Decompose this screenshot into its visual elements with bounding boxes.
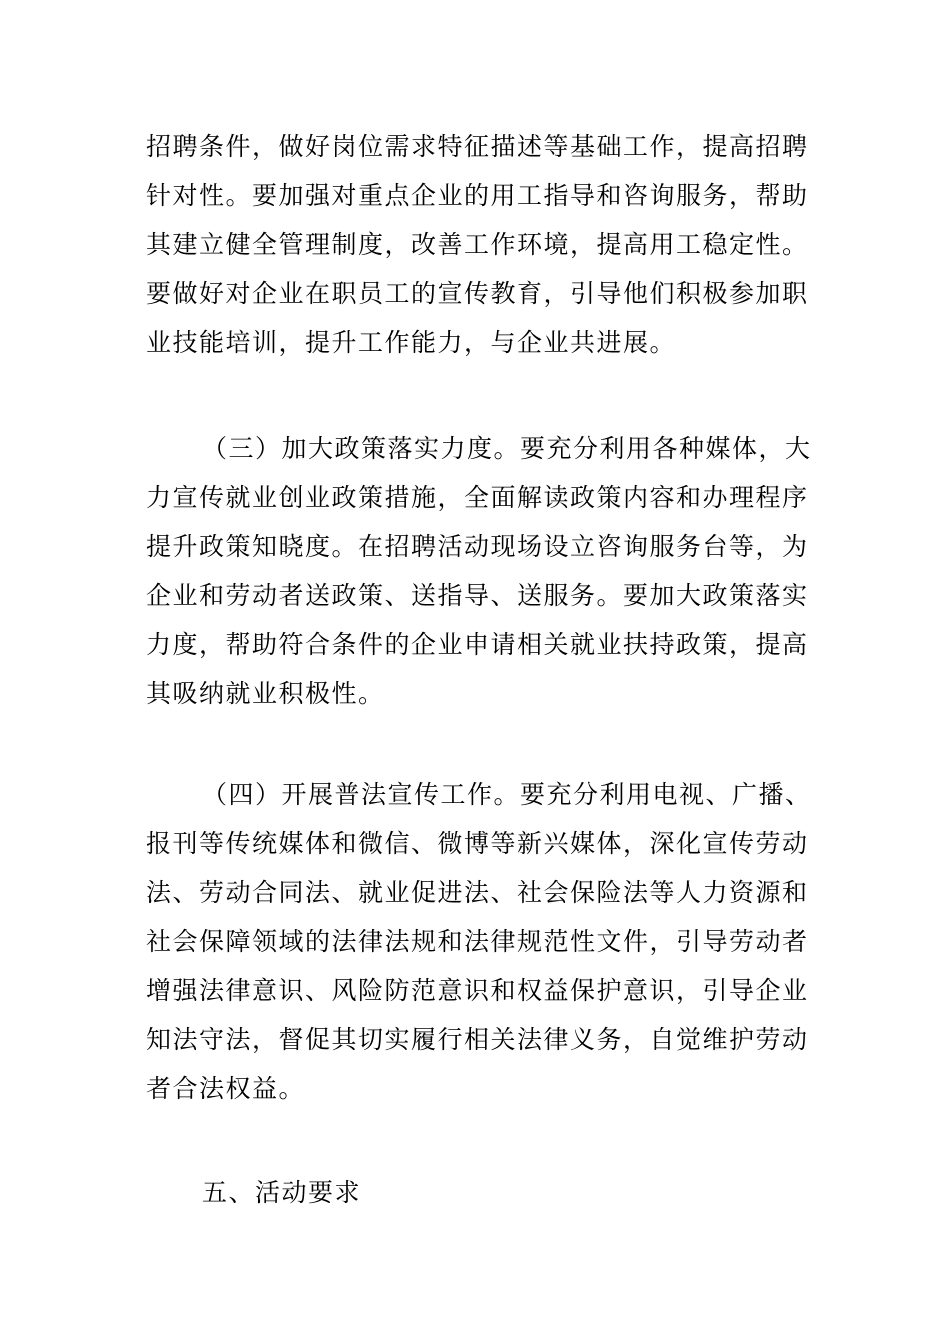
text-line: 知法守法，督促其切实履行相关法律义务，自觉维护劳动 (146, 1025, 809, 1054)
text-line: 力宣传就业创业政策措施，全面解读政策内容和办理程序 (146, 483, 809, 512)
text-line: 其吸纳就业积极性。 (146, 679, 385, 708)
text-line: （四）开展普法宣传工作。要充分利用电视、广播、 (202, 780, 812, 809)
paragraph-recruitment-guidance (146, 122, 816, 367)
section-heading-text: 五、活动要求 (202, 1178, 362, 1207)
text-line: 企业和劳动者送政策、送指导、送服务。要加大政策落实 (146, 581, 809, 610)
section-heading (146, 1168, 816, 1217)
text-line: 力度，帮助符合条件的企业申请相关就业扶持政策，提高 (146, 630, 809, 659)
text-line: 业技能培训，提升工作能力，与企业共进展。 (146, 328, 677, 357)
text-line: 招聘条件，做好岗位需求特征描述等基础工作，提高招聘 (146, 132, 809, 161)
text-line: 针对性。要加强对重点企业的用工指导和咨询服务，帮助 (146, 181, 809, 210)
text-line: 要做好对企业在职员工的宣传教育，引导他们积极参加职 (146, 279, 809, 308)
text-line: 其建立健全管理制度，改善工作环境，提高用工稳定性。 (146, 230, 809, 259)
text-line: 法、劳动合同法、就业促进法、社会保险法等人力资源和 (146, 878, 809, 907)
text-line: 社会保障领域的法律法规和法律规范性文件，引导劳动者 (146, 927, 809, 956)
text-line: 报刊等传统媒体和微信、微博等新兴媒体，深化宣传劳动 (146, 829, 809, 858)
text-line: 者合法权益。 (146, 1074, 306, 1103)
text-line: 增强法律意识、风险防范意识和权益保护意识，引导企业 (146, 976, 809, 1005)
text-line: 提升政策知晓度。在招聘活动现场设立咨询服务台等，为 (146, 532, 809, 561)
paragraph-policy-implementation (146, 424, 816, 718)
text-line: （三）加大政策落实力度。要充分利用各种媒体，大 (202, 434, 812, 463)
paragraph-legal-publicity (146, 770, 816, 1113)
